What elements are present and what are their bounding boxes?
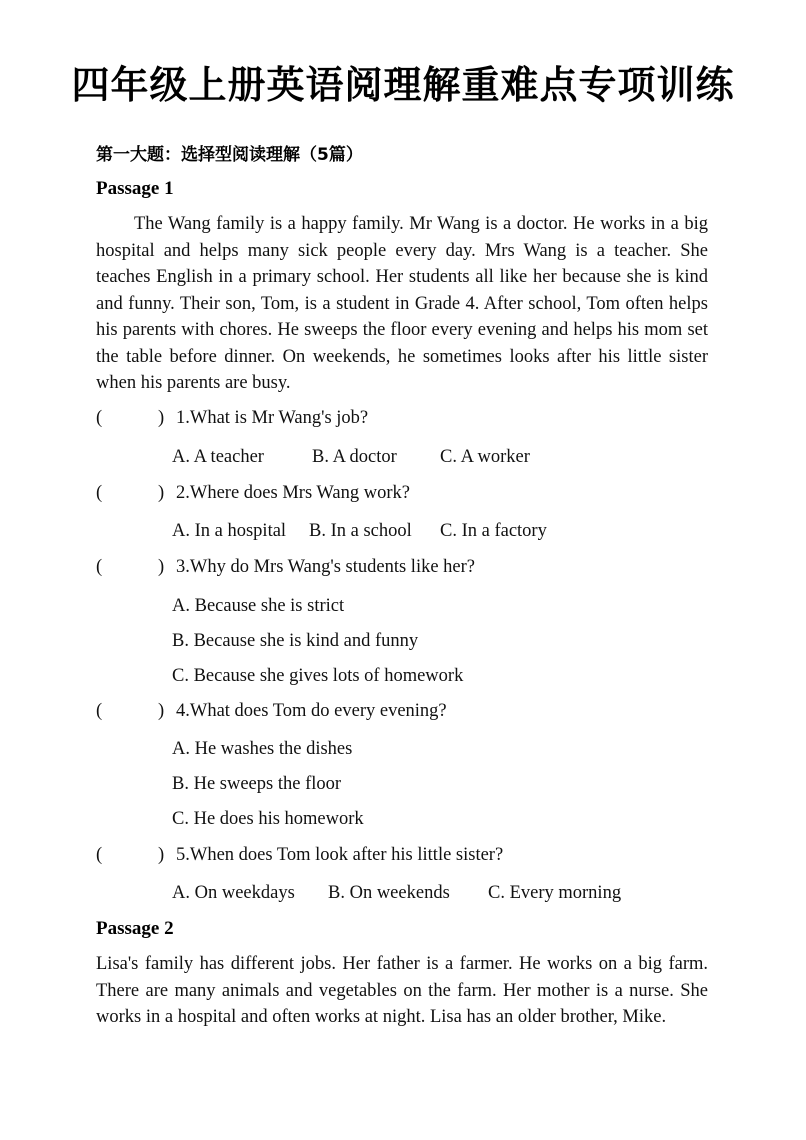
option-c: C. He does his homework [172, 809, 364, 829]
question-2 [96, 483, 410, 504]
answer-blank-close: ) [158, 701, 165, 721]
question-text: 1.What is Mr Wang's job? [176, 408, 369, 428]
answer-blank-close: ) [158, 408, 165, 428]
passage-2-text: Lisa's family has different jobs. Her father is a farmer. He works on a big farm. There are many animals and vegetables on the farm. Her mother is a nurse. She works in a hospital and often works at night. Lisa has an older brother, Mike. [96, 954, 708, 1027]
answer-blank-open: ( [96, 845, 103, 865]
question-text: 3.Why do Mrs Wang's students like her? [176, 557, 475, 577]
passage-1-label: Passage 1 [96, 178, 174, 199]
question-text: 4.What does Tom do every evening? [176, 701, 447, 721]
answer-blank-open: ( [96, 557, 103, 577]
option-a: A. On weekdays [172, 883, 295, 903]
option-b: B. A doctor [312, 447, 397, 467]
option-b: B. In a school [309, 521, 412, 541]
option-b: B. On weekends [328, 883, 450, 903]
option-a: A. Because she is strict [172, 596, 345, 616]
option-c: C. In a factory [440, 521, 547, 541]
answer-blank-open: ( [96, 701, 103, 721]
passage-2-label: Passage 2 [96, 918, 174, 939]
option-c: C. A worker [440, 447, 530, 467]
question-5 [96, 845, 503, 866]
question-5-options [172, 883, 621, 904]
option-c: C. Every morning [488, 883, 622, 903]
option-a: A. He washes the dishes [172, 739, 353, 759]
question-text: 5.When does Tom look after his little sister? [176, 845, 504, 865]
option-a: A. In a hospital [172, 521, 287, 541]
question-3 [96, 557, 475, 578]
answer-blank-close: ) [158, 557, 165, 577]
option-b: B. He sweeps the floor [172, 774, 342, 794]
question-4 [96, 701, 447, 722]
answer-blank-open: ( [96, 483, 103, 503]
option-a: A. A teacher [172, 447, 264, 467]
question-2-options [172, 521, 547, 542]
option-c: C. Because she gives lots of homework [172, 666, 464, 686]
option-b: B. Because she is kind and funny [172, 631, 419, 651]
page-title: 四年级上册英语阅理解重难点专项训练 [71, 63, 735, 107]
question-text: 2.Where does Mrs Wang work? [176, 483, 410, 503]
answer-blank-open: ( [96, 408, 103, 428]
answer-blank-close: ) [158, 845, 165, 865]
section-heading: 第一大题：选择型阅读理解（5篇） [96, 145, 363, 165]
passage-1-text: The Wang family is a happy family. Mr Wang is a doctor. He works in a big hospital and helps many sick people every day. Mrs Wang is a teacher. She teaches English in a primary school. Her students all like her because she is kind and funny. Their son, Tom, is a student in Grade 4. After school, Tom often helps his parents with chores. He sweeps the floor every evening and helps his mom set the table before dinner. On weekends, he sometimes looks after his little sister when his parents are busy. [96, 214, 708, 393]
question-1-options [172, 447, 530, 468]
answer-blank-close: ) [158, 483, 165, 503]
question-1 [96, 408, 368, 429]
